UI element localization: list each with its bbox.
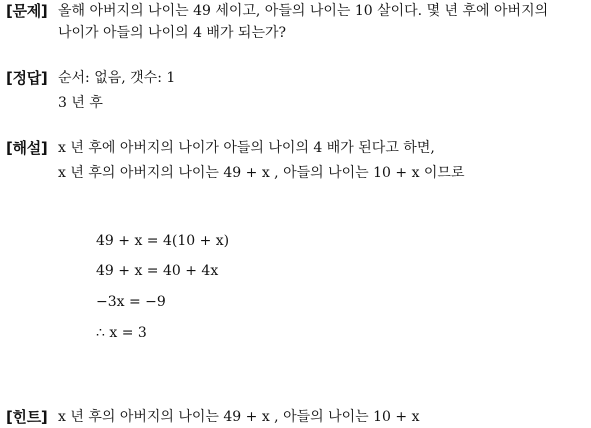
solution-step-4: ∴ x = 3 bbox=[96, 325, 147, 341]
answer-text-line-1: 순서: 없음, 갯수: 1 bbox=[58, 70, 176, 86]
answer-text-line-2: 3 년 후 bbox=[58, 95, 103, 111]
solution-step-1: 49 + x = 4(10 + x) bbox=[96, 233, 230, 249]
problem-text-line-1: 올해 아버지의 나이는 49 세이고, 아들의 나이는 10 살이다. 몇 년 후에 아버지의 bbox=[58, 3, 549, 19]
solution-label: [해설] bbox=[6, 139, 48, 157]
hint-label: [힌트] bbox=[6, 408, 48, 426]
problem-text-line-2: 나이가 아들의 나이의 4 배가 되는가? bbox=[58, 25, 286, 41]
solution-step-2: 49 + x = 40 + 4x bbox=[96, 263, 219, 279]
hint-text-line-1: x 년 후의 아버지의 나이는 49 + x , 아들의 나이는 10 + x bbox=[58, 409, 420, 425]
solution-text-line-1: x 년 후에 아버지의 나이가 아들의 나이의 4 배가 된다고 하면, bbox=[58, 140, 435, 156]
solution-text-line-2: x 년 후의 아버지의 나이는 49 + x , 아들의 나이는 10 + x 이므로 bbox=[58, 165, 465, 181]
solution-step-3: −3x = −9 bbox=[96, 294, 166, 310]
answer-label: [정답] bbox=[6, 69, 48, 87]
problem-label: [문제] bbox=[6, 2, 48, 20]
